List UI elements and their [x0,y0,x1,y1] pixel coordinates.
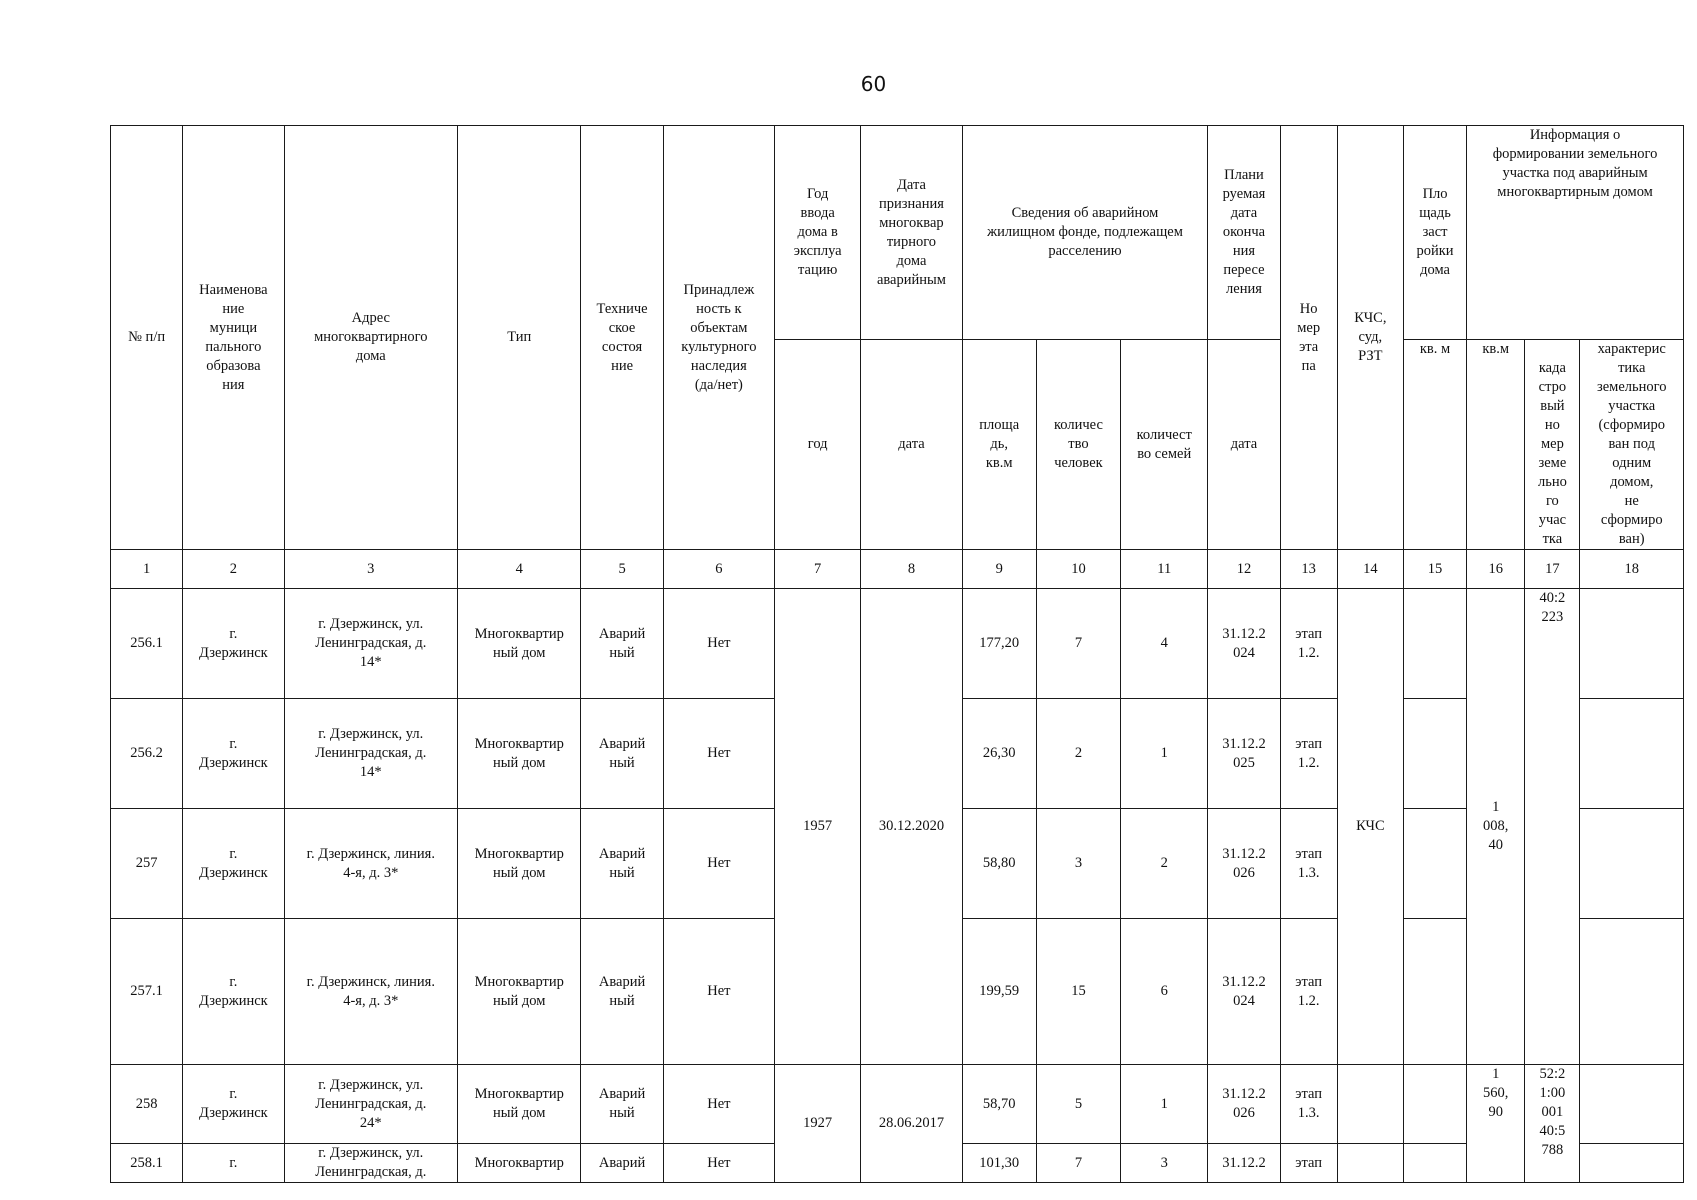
column-number: 8 [861,550,962,589]
header-cadastral-number: када стро вый но мер земе льно го учас тка [1525,340,1580,550]
column-number: 5 [581,550,663,589]
row-number: 256.1 [111,589,183,699]
row-heritage: Нет [663,1144,774,1183]
row-planned-date: 31.12.2 026 [1208,809,1280,919]
column-number: 11 [1121,550,1208,589]
row-land-plot-type [1580,589,1684,699]
subheader-land-area-unit: кв.м [1467,340,1525,550]
row-people: 2 [1036,699,1120,809]
header-stage: Но мер эта па [1280,126,1337,550]
row-people: 7 [1036,589,1120,699]
column-number: 3 [284,550,458,589]
column-number: 14 [1337,550,1403,589]
row-heritage: Нет [663,589,774,699]
subheader-families: количест во семей [1121,340,1208,550]
row-address: г. Дзержинск, ул. Ленинградская, д. [284,1144,458,1183]
row-address: г. Дзержинск, ул. Ленинградская, д. 24* [284,1065,458,1144]
row-type: Многоквартир [458,1144,581,1183]
column-number: 12 [1208,550,1280,589]
row-year-commissioned: 1957 [775,589,861,1065]
header-row-1 [111,126,1684,340]
column-number: 13 [1280,550,1337,589]
row-year-commissioned: 1927 [775,1065,861,1183]
row-type: Многоквартир ный дом [458,919,581,1065]
header-year-commissioned: Год ввода дома в эксплуа тацию [775,126,861,340]
row-building-area [1403,809,1466,919]
row-kchs [1337,1144,1403,1183]
header-building-area: Пло щадь заст ройки дома [1403,126,1466,340]
row-stage: этап [1280,1144,1337,1183]
row-stage: этап 1.2. [1280,589,1337,699]
row-municipality: г. [183,1144,284,1183]
row-municipality: г. Дзержинск [183,589,284,699]
row-condition: Аварий ный [581,699,663,809]
header-type: Тип [458,126,581,550]
row-municipality: г. Дзержинск [183,809,284,919]
row-people: 15 [1036,919,1120,1065]
column-number: 10 [1036,550,1120,589]
row-address: г. Дзержинск, ул. Ленинградская, д. 14* [284,699,458,809]
row-planned-date: 31.12.2 024 [1208,919,1280,1065]
row-land-area: 1 008, 40 [1467,589,1525,1065]
row-land-plot-type [1580,699,1684,809]
row-people: 3 [1036,809,1120,919]
column-number: 1 [111,550,183,589]
row-area: 58,70 [962,1065,1036,1144]
row-condition: Аварий ный [581,809,663,919]
row-area: 58,80 [962,809,1036,919]
row-municipality: г. Дзержинск [183,699,284,809]
row-number: 257 [111,809,183,919]
row-land-area: 1 560, 90 [1467,1065,1525,1183]
row-number: 257.1 [111,919,183,1065]
row-planned-date: 31.12.2 025 [1208,699,1280,809]
row-condition: Аварий ный [581,919,663,1065]
column-number: 17 [1525,550,1580,589]
row-type: Многоквартир ный дом [458,699,581,809]
column-number: 7 [775,550,861,589]
row-condition: Аварий ный [581,1065,663,1144]
row-families: 6 [1121,919,1208,1065]
row-people: 7 [1036,1144,1120,1183]
column-number: 4 [458,550,581,589]
row-land-plot-type [1580,809,1684,919]
row-heritage: Нет [663,1065,774,1144]
row-emergency-date: 28.06.2017 [861,1065,962,1183]
row-type: Многоквартир ный дом [458,809,581,919]
row-planned-date: 31.12.2 026 [1208,1065,1280,1144]
subheader-planned-date: дата [1208,340,1280,550]
row-kchs: КЧС [1337,589,1403,1065]
row-condition: Аварий ный [581,589,663,699]
header-address: Адрес многоквартирного дома [284,126,458,550]
subheader-year: год [775,340,861,550]
row-families: 1 [1121,1065,1208,1144]
row-building-area [1403,919,1466,1065]
row-building-area [1403,589,1466,699]
row-families: 3 [1121,1144,1208,1183]
row-people: 5 [1036,1065,1120,1144]
row-families: 1 [1121,699,1208,809]
row-building-area [1403,699,1466,809]
row-building-area [1403,1065,1466,1144]
row-planned-date: 31.12.2 [1208,1144,1280,1183]
row-land-plot-type [1580,1144,1684,1183]
table-row [111,589,1684,699]
row-area: 199,59 [962,919,1036,1065]
row-cadastral-number: 40:2 223 [1525,589,1580,1065]
row-type: Многоквартир ный дом [458,1065,581,1144]
row-address: г. Дзержинск, ул. Ленинградская, д. 14* [284,589,458,699]
column-number: 18 [1580,550,1684,589]
row-condition: Аварий [581,1144,663,1183]
row-area: 177,20 [962,589,1036,699]
subheader-building-area-unit: кв. м [1403,340,1466,550]
subheader-date: дата [861,340,962,550]
row-address: г. Дзержинск, линия. 4-я, д. 3* [284,809,458,919]
row-type: Многоквартир ный дом [458,589,581,699]
row-number: 258.1 [111,1144,183,1183]
row-stage: этап 1.3. [1280,809,1337,919]
row-municipality: г. Дзержинск [183,1065,284,1144]
header-heritage: Принадлеж ность к объектам культурного наследия (да/нет) [663,126,774,550]
subheader-people: количес тво человек [1036,340,1120,550]
row-stage: этап 1.2. [1280,699,1337,809]
row-planned-date: 31.12.2 024 [1208,589,1280,699]
subheader-area: площа дь, кв.м [962,340,1036,550]
row-families: 4 [1121,589,1208,699]
row-heritage: Нет [663,809,774,919]
header-emergency-date: Дата признания многоквар тирного дома аварийным [861,126,962,340]
row-municipality: г. Дзержинск [183,919,284,1065]
row-land-plot-type [1580,1065,1684,1144]
header-land-plot-type: характерис тика земельного участка (сформиро ван под одним домом, не сформиро ван) [1580,340,1684,550]
row-area: 26,30 [962,699,1036,809]
row-kchs [1337,1065,1403,1144]
row-heritage: Нет [663,699,774,809]
header-municipality: Наименова ние муници пального образова ния [183,126,284,550]
header-number: № п/п [111,126,183,550]
column-number: 15 [1403,550,1466,589]
column-number: 6 [663,550,774,589]
header-condition: Техниче ское состоя ние [581,126,663,550]
emergency-housing-table [110,125,1684,1183]
row-stage: этап 1.2. [1280,919,1337,1065]
column-number: 2 [183,550,284,589]
row-emergency-date: 30.12.2020 [861,589,962,1065]
table-row [111,1065,1684,1144]
column-number: 16 [1467,550,1525,589]
row-number: 258 [111,1065,183,1144]
header-land-plot-info: Информация о формировании земельного участка под аварийным многоквартирным домом [1467,126,1684,340]
page-number: 60 [860,72,887,96]
column-number: 9 [962,550,1036,589]
column-number-row [111,550,1684,589]
row-heritage: Нет [663,919,774,1065]
row-stage: этап 1.3. [1280,1065,1337,1144]
row-address: г. Дзержинск, линия. 4-я, д. 3* [284,919,458,1065]
row-families: 2 [1121,809,1208,919]
header-resettlement-info: Сведения об аварийном жилищном фонде, подлежащем расселению [962,126,1208,340]
row-cadastral-number: 52:2 1:00 001 40:5 788 [1525,1065,1580,1183]
row-land-plot-type [1580,919,1684,1065]
row-area: 101,30 [962,1144,1036,1183]
row-building-area [1403,1144,1466,1183]
header-kchs: КЧС, суд, РЗТ [1337,126,1403,550]
header-planned-date: Плани руемая дата оконча ния пересе ления [1208,126,1280,340]
row-number: 256.2 [111,699,183,809]
